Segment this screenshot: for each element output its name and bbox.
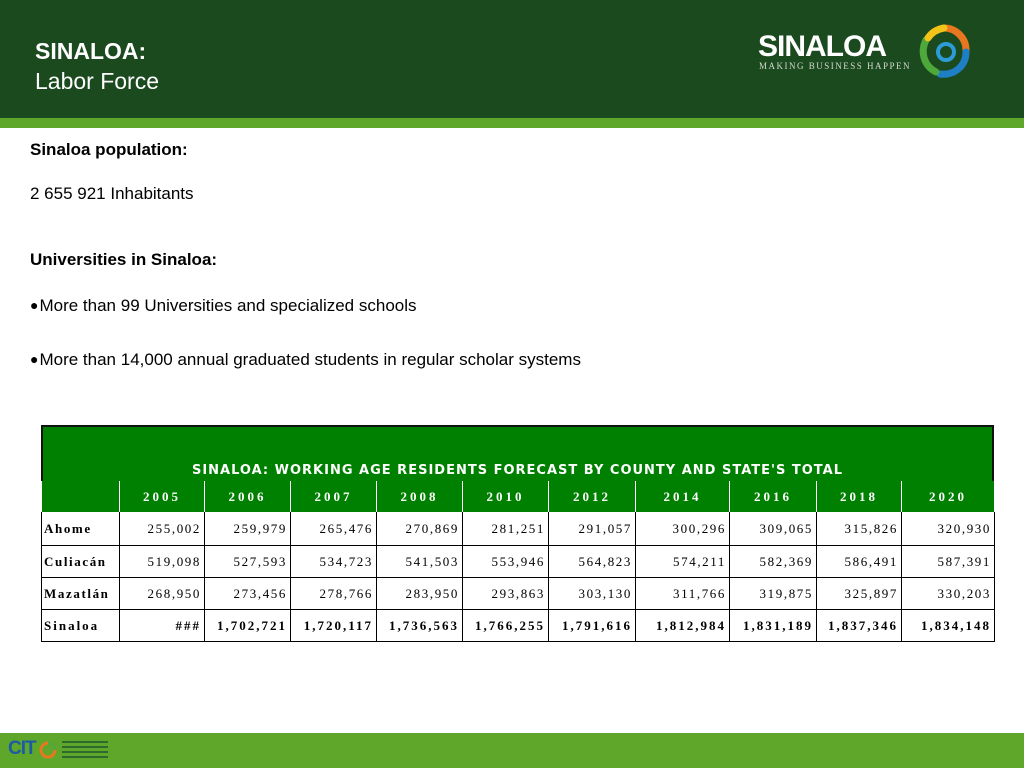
bullet-text: More than 14,000 annual graduated students in regular scholar systems — [39, 350, 581, 369]
column-header — [42, 481, 120, 512]
swirl-logo-icon — [916, 22, 972, 80]
slide-title — [35, 40, 159, 93]
column-header: 2012 — [549, 481, 636, 512]
table-cell: 270,869 — [377, 512, 463, 546]
population-value: 2 655 921 Inhabitants — [30, 184, 194, 203]
table-cell: 564,823 — [549, 546, 636, 578]
table-cell: 278,766 — [291, 578, 377, 610]
table-cell: 527,593 — [205, 546, 291, 578]
table-row — [42, 578, 995, 610]
logo-wordmark: SINALOA — [758, 30, 886, 63]
table-cell: 255,002 — [120, 512, 205, 546]
table-cell: 303,130 — [549, 578, 636, 610]
row-label: Mazatlán — [42, 578, 120, 610]
table-cell: 291,057 — [549, 512, 636, 546]
table-cell: 582,369 — [730, 546, 817, 578]
table-row-total — [42, 610, 995, 642]
table-cell: 1,736,563 — [377, 610, 463, 642]
table-cell: 1,766,255 — [463, 610, 549, 642]
table-cell: 268,950 — [120, 578, 205, 610]
universities-heading: Universities in Sinaloa: — [30, 250, 218, 269]
column-header: 2020 — [902, 481, 995, 512]
table-cell: 283,950 — [377, 578, 463, 610]
table-cell: 1,791,616 — [549, 610, 636, 642]
table-row — [42, 546, 995, 578]
row-label: Culiacán — [42, 546, 120, 578]
column-header: 2010 — [463, 481, 549, 512]
table-cell: 1,720,117 — [291, 610, 377, 642]
logo-tagline: MAKING BUSINESS HAPPEN — [759, 61, 912, 71]
table-cell: 315,826 — [817, 512, 902, 546]
table-cell: 586,491 — [817, 546, 902, 578]
row-label: Ahome — [42, 512, 120, 546]
table-cell: 311,766 — [636, 578, 730, 610]
column-header: 2005 — [120, 481, 205, 512]
bullet-item-graduates — [30, 350, 581, 370]
column-header: 2008 — [377, 481, 463, 512]
swirl-small-icon — [38, 740, 58, 760]
table-cell: 1,702,721 — [205, 610, 291, 642]
table-cell: 1,812,984 — [636, 610, 730, 642]
table-title-bar — [41, 425, 994, 481]
row-label: Sinaloa — [42, 610, 120, 642]
table-cell: 265,476 — [291, 512, 377, 546]
column-header: 2006 — [205, 481, 291, 512]
bullet-text: More than 99 Universities and specialized schools — [39, 296, 417, 315]
table-cell: 519,098 — [120, 546, 205, 578]
column-header: 2007 — [291, 481, 377, 512]
table-cell: 259,979 — [205, 512, 291, 546]
slide-footer — [0, 733, 1024, 768]
cit-logo-text: CIT — [8, 738, 36, 759]
table-cell: 534,723 — [291, 546, 377, 578]
table-cell: 541,503 — [377, 546, 463, 578]
table-cell: 273,456 — [205, 578, 291, 610]
sinaloa-logo — [756, 22, 976, 86]
table-cell: 319,875 — [730, 578, 817, 610]
header-accent-stripe — [0, 118, 1024, 128]
table-cell: 300,296 — [636, 512, 730, 546]
table-cell: 587,391 — [902, 546, 995, 578]
table-cell: 309,065 — [730, 512, 817, 546]
table-cell: 281,251 — [463, 512, 549, 546]
slide-title-line1: SINALOA: — [35, 38, 147, 64]
forecast-table — [41, 425, 994, 642]
cit-logo-subtext-graphic — [62, 741, 108, 761]
table-cell: 1,831,189 — [730, 610, 817, 642]
column-header: 2016 — [730, 481, 817, 512]
table-cell: 330,203 — [902, 578, 995, 610]
table-cell: 574,211 — [636, 546, 730, 578]
table-cell: 325,897 — [817, 578, 902, 610]
slide-title-line2: Labor Force — [35, 68, 160, 94]
table-title: SINALOA: WORKING AGE RESIDENTS FORECAST BY COUNTY AND STATE'S TOTAL — [191, 463, 844, 478]
forecast-data-table — [41, 481, 995, 642]
table-cell: 293,863 — [463, 578, 549, 610]
table-cell: 320,930 — [902, 512, 995, 546]
cit-logo — [4, 738, 108, 764]
column-header: 2014 — [636, 481, 730, 512]
population-heading: Sinaloa population: — [30, 140, 188, 159]
table-header-row — [42, 481, 995, 512]
table-row — [42, 512, 995, 546]
bullet-item-universities — [30, 296, 417, 316]
table-cell: 1,837,346 — [817, 610, 902, 642]
column-header: 2018 — [817, 481, 902, 512]
table-cell: 1,834,148 — [902, 610, 995, 642]
table-cell: 553,946 — [463, 546, 549, 578]
table-cell: ### — [120, 610, 205, 642]
